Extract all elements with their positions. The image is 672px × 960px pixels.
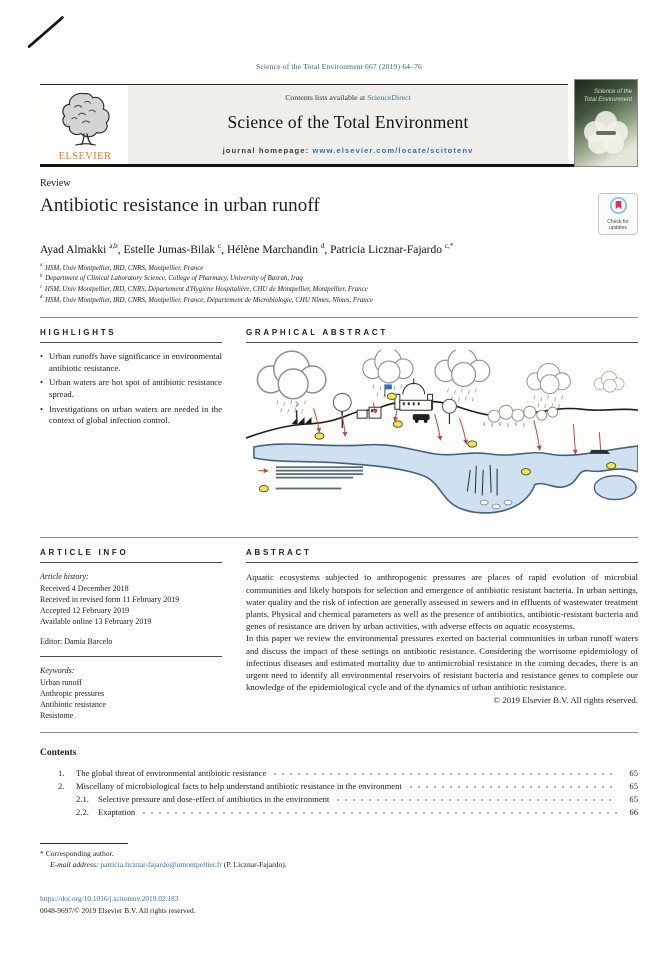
author-name: Hélène Marchandin $^d$ , [227, 244, 330, 256]
section-divider [40, 537, 638, 538]
journal-citation: Science of the Total Environment 667 (2019) 64–76 [256, 62, 422, 71]
highlight-item: • Urban waters are hot spot of antibiotic resistance spread. [40, 377, 222, 400]
toc-dot-leader [334, 796, 617, 804]
copyright-line: © 2019 Elsevier B.V. All rights reserved. [493, 694, 638, 705]
article-type-label: Review [40, 178, 71, 189]
highlight-item: • Urban runoffs have significance in environmental antibiotic resistance. [40, 351, 222, 374]
journal-homepage-line: journal homepage: www.elsevier.com/locate/scitotenv [222, 146, 474, 155]
affiliation-list [40, 264, 638, 307]
badge-label: Check for updates [607, 219, 629, 231]
article-info-heading: ARTICLE INFO [40, 548, 129, 558]
corresponding-author-note: * Corresponding author. [40, 848, 114, 858]
check-for-updates-badge[interactable] [598, 193, 638, 235]
toc-title: Exaptation [98, 807, 136, 818]
section-divider [40, 317, 638, 318]
toc-number: 2.2. [76, 807, 89, 818]
article-history-list [40, 583, 222, 628]
author-name: Estelle Jumas-Bilak $^c$ , [123, 244, 226, 256]
highlights-list [40, 351, 222, 426]
keywords-list [40, 677, 222, 722]
keyword: Antibiotic resistance [40, 700, 106, 709]
toc-title: Miscellany of microbiological facts to help understand antibiotic resistance in the environment [76, 781, 402, 792]
journal-homepage-link[interactable]: www.elsevier.com/locate/scitotenv [312, 146, 474, 155]
keyword: Urban runoff [40, 677, 82, 687]
author-list [40, 241, 638, 256]
editor-line: Editor: Damia Barcelo [40, 637, 113, 647]
contents-heading: Contents [40, 748, 77, 759]
elsevier-wordmark: ELSEVIER [58, 151, 112, 162]
toc-entry[interactable] [58, 780, 638, 793]
toc-dot-leader [271, 770, 617, 778]
toc-number: 2.1. [76, 794, 89, 805]
abstract-body [246, 571, 638, 704]
toc-entry[interactable] [58, 767, 638, 780]
bookmark-icon [609, 196, 628, 215]
article-history-label: Article history: [40, 572, 89, 582]
toc-entry[interactable] [58, 793, 638, 806]
affiliation: $^c$ HSM, Univ Montpellier, IRD, CNRS, Département d'Hygiène Hospitalière, CHU de Montpellier, Montpellier, France [40, 284, 368, 293]
toc-page-number: 65 [629, 794, 638, 805]
heading-rule [246, 562, 638, 563]
highlights-heading: HIGHLIGHTS [40, 328, 117, 338]
abstract-paragraph: Aquatic ecosystems subjected to anthropogenic pressures are places of rapid evolution of microbial communities and likely hotspots for selection and emergence of antibiotic resistant bacteria. In urban settings, water quality and the risk of infection are generally assessed in sewers and in effluents of wastewater treatment plants. Physical and chemical parameters as well as the presence of antibiotics, antibiotic-resistant bacteria and genes of resistance are driven by urban activities, with adverse effects on aquatic ecosystems. [246, 572, 638, 632]
heading-rule [246, 342, 638, 343]
author-name: Ayad Almakki $^{a,b}$ , [40, 244, 123, 256]
toc-title: The global threat of environmental antibiotic resistance [76, 768, 267, 779]
heading-rule [40, 562, 222, 563]
journal-masthead [40, 84, 638, 167]
affiliation: $^a$ HSM, Univ Montpellier, IRD, CNRS, Montpellier, France [40, 263, 204, 272]
table-of-contents [58, 767, 638, 819]
toc-page-number: 65 [629, 781, 638, 792]
toc-dot-leader [140, 809, 617, 817]
sciencedirect-link[interactable]: ScienceDirect [367, 93, 411, 102]
toc-page-number: 66 [629, 807, 638, 818]
toc-dot-leader [407, 783, 617, 791]
abstract-heading: ABSTRACT [246, 548, 312, 558]
elsevier-logo [40, 85, 128, 164]
heading-rule [40, 342, 222, 343]
email-link[interactable]: patricia.licznar-fajardo@umontpellier.fr [100, 860, 222, 870]
svg-text:Total Environment: Total Environment [583, 97, 632, 103]
history-entry: Received 4 December 2018 [40, 583, 129, 593]
toc-number: 1. [58, 768, 65, 779]
highlight-item: • Investigations on urban waters are needed in the context of global infection control. [40, 404, 222, 427]
keywords-label: Keywords: [40, 666, 75, 676]
keyword: Resistome [40, 711, 74, 721]
toc-title: Selective pressure and dose-effect of antibiotics in the environment [98, 794, 330, 805]
keywords-rule [40, 656, 222, 657]
toc-page-number: 65 [629, 768, 638, 779]
contents-available-line: Contents lists available at ScienceDirect [285, 93, 411, 102]
abstract-paragraph: In this paper we review the environmental pressures exerted on bacterial communities in urban runoff waters and discuss the impact of these settings on antibiotic resistance. Considering the worrisome epidemiology of infectious diseases and estimated mortality due to antimicrobial resistance in the coming decades, there is an urgent need to identify all environmental reservoirs of resistant bacteria and resistance genes to complete our knowledge of the epidemiological cycle and of the dynamics of urban antibiotic resistance. [246, 633, 638, 693]
elsevier-tree-icon [56, 90, 114, 148]
footnote-rule [40, 843, 128, 844]
journal-cover-thumbnail [574, 79, 638, 167]
toc-entry[interactable] [58, 806, 638, 819]
journal-title: Science of the Total Environment [227, 112, 469, 132]
ga-legend [258, 467, 363, 493]
email-line: E-mail address: patricia.licznar-fajardo@umontpellier.fr (P. Licznar-Fajardo). [50, 860, 287, 870]
graphical-abstract-heading: GRAPHICAL ABSTRACT [246, 328, 388, 338]
author-name: Patricia Licznar-Fajardo $^{c,*}$ [330, 241, 454, 256]
svg-text:Science of the: Science of the [593, 89, 632, 95]
issn-copyright-line: 0048-9697/© 2019 Elsevier B.V. All rights reserved. [40, 905, 196, 915]
affiliation: $^b$ Department of Clinical Laboratory Science, College of Pharmacy, University of Basrah, Iraq [40, 273, 303, 283]
section-divider [40, 732, 638, 733]
history-entry: Available online 13 February 2019 [40, 617, 152, 627]
affiliation: $^d$ HSM, Univ Montpellier, IRD, CNRS, Montpellier, France, Département de Microbiologie, CHU Nîmes, Nîmes, France [40, 295, 373, 304]
masthead-center [128, 85, 568, 164]
keyword: Anthropic pressures [40, 688, 105, 698]
article-title: Antibiotic resistance in urban runoff [40, 195, 320, 216]
urban-runoff-sketch [246, 350, 638, 526]
history-entry: Received in revised form 11 February 2019 [40, 594, 180, 604]
doi-link[interactable]: https://doi.org/10.1016/j.scitotenv.2019.02.183 [40, 893, 179, 903]
pen-mark-artifact [27, 16, 64, 49]
toc-number: 2. [58, 781, 65, 792]
history-entry: Accepted 12 February 2019 [40, 605, 130, 615]
graphical-abstract-illustration [246, 350, 638, 526]
